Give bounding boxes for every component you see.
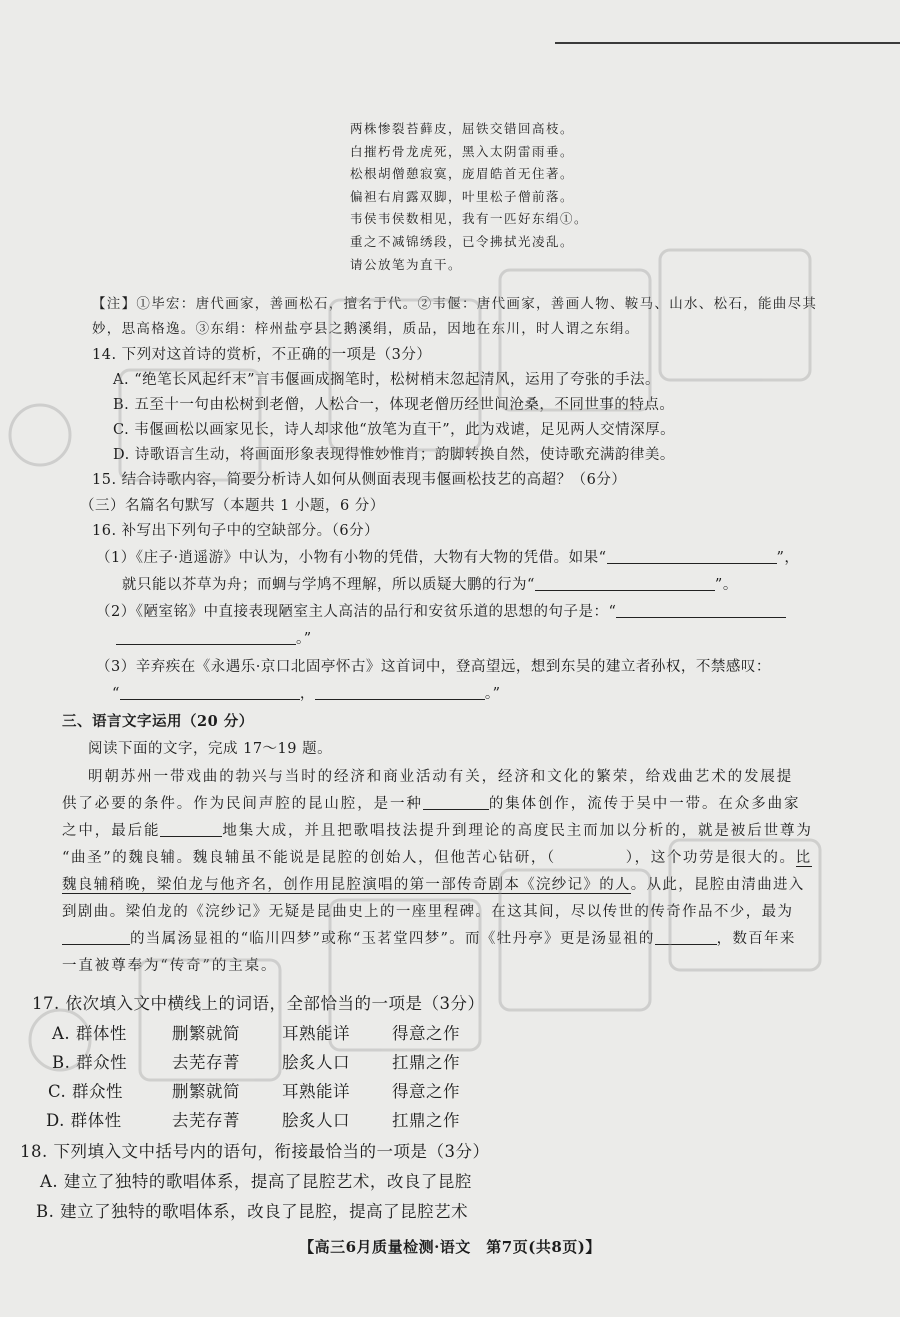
option-word: 去芜存菁 bbox=[172, 1111, 240, 1130]
question-16-item-3a: （3）辛弃疾在《永遇乐·京口北固亭怀古》这首词中，登高望远，想到东吴的建立者孙权，不禁感叹： bbox=[96, 659, 771, 675]
question-17-option-b bbox=[52, 1049, 460, 1073]
passage-line: 一直被尊奉为“传奇”的主桌。 bbox=[62, 958, 278, 974]
question-16-item-2b bbox=[116, 627, 312, 648]
q16-text: （2）《陋室铭》中直接表现陋室主人高洁的品行和安贫乐道的思想的句子是：“ bbox=[96, 604, 617, 620]
option-word: 删繁就简 bbox=[172, 1024, 240, 1043]
answer-blank[interactable] bbox=[120, 685, 300, 700]
passage-text: 的当属汤显祖的“临川四梦”或称“玉茗堂四梦”。而《牡丹亭》更是汤显祖的 bbox=[130, 931, 655, 947]
passage-text: 的集体创作，流传于吴中一带。在众多曲家 bbox=[488, 796, 801, 812]
question-14-stem: 14. 下列对这首诗的赏析，不正确的一项是（3分） bbox=[92, 347, 432, 363]
q16-text: 。” bbox=[484, 686, 501, 702]
q16-text: ， bbox=[299, 686, 315, 702]
page-footer: 【高三6月质量检测·语文 第7页(共8页)】 bbox=[299, 1238, 601, 1256]
passage-text: “曲圣”的魏良辅。魏良辅虽不能说是昆腔的创始人，但他苦心钻研，（ bbox=[62, 850, 556, 866]
section-language-header: 三、语言文字运用（20 分） bbox=[62, 713, 254, 730]
poem-block bbox=[350, 118, 710, 276]
poem-line: 松根胡僧憩寂寞，庞眉皓首无住著。 bbox=[350, 166, 575, 182]
passage-line bbox=[62, 819, 813, 840]
question-18-stem: 18. 下列填入文中括号内的语句，衔接最恰当的一项是（3分） bbox=[20, 1142, 490, 1161]
passage-text: ，数百年来 bbox=[716, 931, 796, 947]
question-16-item-3b bbox=[112, 682, 501, 703]
question-14-option-c: C. 韦偃画松以画家见长，诗人却求他“放笔为直干”，此为戏谑，足见两人交情深厚。 bbox=[113, 422, 676, 438]
passage-line: 到剧曲。梁伯龙的《浣纱记》无疑是昆曲史上的一座里程碑。在这其间，尽以传世的传奇作品不少，最为 bbox=[62, 904, 794, 920]
option-word: 脍炙人口 bbox=[282, 1053, 350, 1072]
passage-text: ），这个功劳是很大的。 bbox=[625, 850, 796, 866]
answer-blank[interactable] bbox=[607, 549, 777, 564]
q16-text: “ bbox=[112, 686, 120, 702]
poem-line: 两株惨裂苔藓皮，屈铁交错回高枝。 bbox=[350, 121, 575, 136]
answer-blank[interactable] bbox=[315, 685, 485, 700]
q16-text: 。” bbox=[296, 631, 312, 647]
poem-line: 请公放笔为直干。 bbox=[350, 256, 463, 272]
poem-line: 偏袒右肩露双脚，叶里松子僧前落。 bbox=[350, 188, 575, 204]
q16-text: ”， bbox=[776, 550, 800, 566]
passage-text: 。从此，昆腔由清曲进入 bbox=[630, 877, 805, 893]
option-word: C. 群众性 bbox=[48, 1082, 124, 1101]
passage-text: 魏良辅稍晚，梁伯龙与他齐名，创作用昆腔演唱的第一部传奇剧本《浣纱记》的人 bbox=[62, 877, 631, 893]
passage-line bbox=[62, 873, 805, 894]
question-15: 15. 结合诗歌内容，简要分析诗人如何从侧面表现韦偃画松技艺的高超？（6分） bbox=[92, 472, 627, 488]
poem-line: 重之不减锦绣段，已令拂拭光凌乱。 bbox=[350, 233, 575, 249]
question-16-item-2a bbox=[96, 600, 786, 621]
question-16-item-1b bbox=[122, 573, 738, 594]
answer-blank[interactable] bbox=[655, 930, 717, 945]
q16-text: （1）《庄子·逍遥游》中认为，小物有小物的凭借，大物有大物的凭借。如果“ bbox=[96, 550, 607, 566]
passage-line bbox=[62, 792, 800, 813]
option-word: A. 群体性 bbox=[52, 1024, 127, 1043]
note-line: 【注】①毕宏：唐代画家，善画松石，擅名于代。②韦偃：唐代画家，善画人物、鞍马、山水、松石，能曲尽其 bbox=[92, 296, 818, 312]
answer-blank[interactable] bbox=[160, 822, 222, 837]
passage-text: 供了必要的条件。作为民间声腔的昆山腔，是一种 bbox=[62, 796, 423, 812]
poem-line: 白摧朽骨龙虎死，黑入太阴雷雨垂。 bbox=[350, 143, 575, 159]
option-word: 扛鼎之作 bbox=[392, 1053, 460, 1072]
reading-intro: 阅读下面的文字，完成 17～19 题。 bbox=[88, 741, 333, 757]
passage-line: 明朝苏州一带戏曲的勃兴与当时的经济和商业活动有关，经济和文化的繁荣，给戏曲艺术的发展提 bbox=[88, 769, 794, 785]
option-word: 脍炙人口 bbox=[282, 1111, 350, 1130]
option-word: 得意之作 bbox=[392, 1082, 460, 1101]
answer-blank[interactable] bbox=[423, 795, 489, 810]
q16-text: 就只能以芥草为舟；而蜩与学鸠不理解，所以质疑大鹏的行为“ bbox=[122, 577, 535, 593]
passage-text: 地集大成，并且把歌唱技法提升到理论的高度民主而加以分析的，就是被后世尊为 bbox=[222, 823, 813, 839]
option-word: 得意之作 bbox=[392, 1024, 460, 1043]
question-17-option-a bbox=[52, 1020, 460, 1044]
section-memorization-header: （三）名篇名句默写（本题共 1 小题，6 分） bbox=[80, 498, 385, 514]
question-16-item-1a bbox=[96, 546, 799, 567]
question-14-option-a: A. “绝笔长风起纤末”言韦偃画成搁笔时，松树梢末忽起清风，运用了夸张的手法。 bbox=[113, 372, 661, 388]
question-14-option-d: D. 诗歌语言生动，将画面形象表现得惟妙惟肖；韵脚转换自然，使诗歌充满韵律美。 bbox=[113, 447, 675, 463]
option-word: 删繁就简 bbox=[172, 1082, 240, 1101]
question-17-stem: 17. 依次填入文中横线上的词语，全部恰当的一项是（3分） bbox=[32, 994, 485, 1013]
answer-blank[interactable] bbox=[116, 630, 296, 645]
passage-line bbox=[62, 846, 812, 867]
option-word: B. 群众性 bbox=[52, 1053, 128, 1072]
question-18-option-a: A. 建立了独特的歌唱体系，提高了昆腔艺术，改良了昆腔 bbox=[40, 1172, 472, 1191]
answer-blank[interactable] bbox=[62, 930, 130, 945]
question-17-option-c bbox=[48, 1078, 460, 1102]
passage-line bbox=[62, 927, 796, 948]
option-word: 去芜存菁 bbox=[172, 1053, 240, 1072]
poem-line: 韦侯韦侯数相见，我有一匹好东绢①。 bbox=[350, 211, 589, 227]
option-word: 耳熟能详 bbox=[282, 1082, 350, 1101]
option-word: 耳熟能详 bbox=[282, 1024, 350, 1043]
q16-text: ”。 bbox=[714, 577, 738, 593]
passage-text: 之中，最后能 bbox=[62, 823, 161, 839]
option-word: D. 群体性 bbox=[46, 1111, 122, 1130]
question-14-option-b: B. 五至十一句由松树到老僧，人松合一，体现老僧历经世间沧桑，不同世事的特点。 bbox=[113, 397, 675, 413]
question-18-option-b: B. 建立了独特的歌唱体系，改良了昆腔，提高了昆腔艺术 bbox=[36, 1202, 469, 1221]
question-17-option-d bbox=[46, 1107, 460, 1131]
top-rule bbox=[555, 42, 900, 44]
question-16-stem: 16. 补写出下列句子中的空缺部分。（6分） bbox=[92, 523, 380, 539]
passage-text: 比 bbox=[795, 850, 812, 866]
option-word: 扛鼎之作 bbox=[392, 1111, 460, 1130]
answer-blank[interactable] bbox=[616, 603, 786, 618]
note-line: 妙，思高格逸。③东绢：梓州盐亭县之鹅溪绢，质品，因地在东川，时人谓之东绢。 bbox=[92, 321, 640, 337]
answer-blank[interactable] bbox=[535, 576, 715, 591]
